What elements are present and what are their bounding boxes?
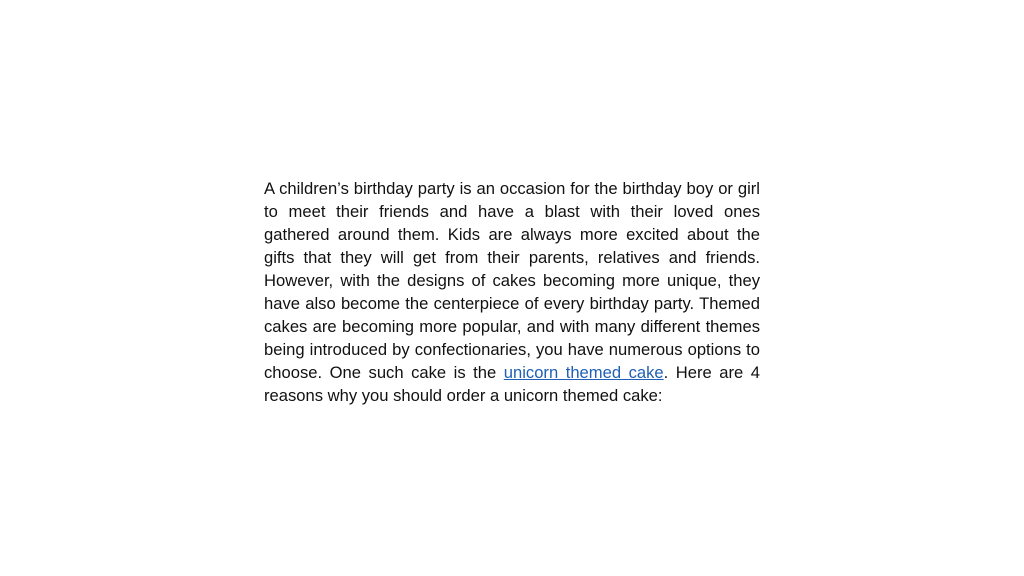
paragraph-text-after-link: . Here are 4 reasons why you should order a unicorn themed cake:: [264, 362, 760, 405]
unicorn-themed-cake-link[interactable]: unicorn themed cake: [503, 362, 664, 382]
paragraph-text-before-link: A children’s birthday party is an occasion for the birthday boy or girl to meet their friends and have a blast with their loved ones gathered around them. Kids are always more excited about the gifts that they will get from their parents, relatives and friends. However, with the designs of cakes becoming more unique, they have also become the centerpiece of every birthday party. Themed cakes are becoming more popular, and with many different themes being introduced by confectionaries, you have numerous options to choose. One such cake is the: [264, 178, 760, 382]
body-paragraph: [264, 177, 760, 407]
